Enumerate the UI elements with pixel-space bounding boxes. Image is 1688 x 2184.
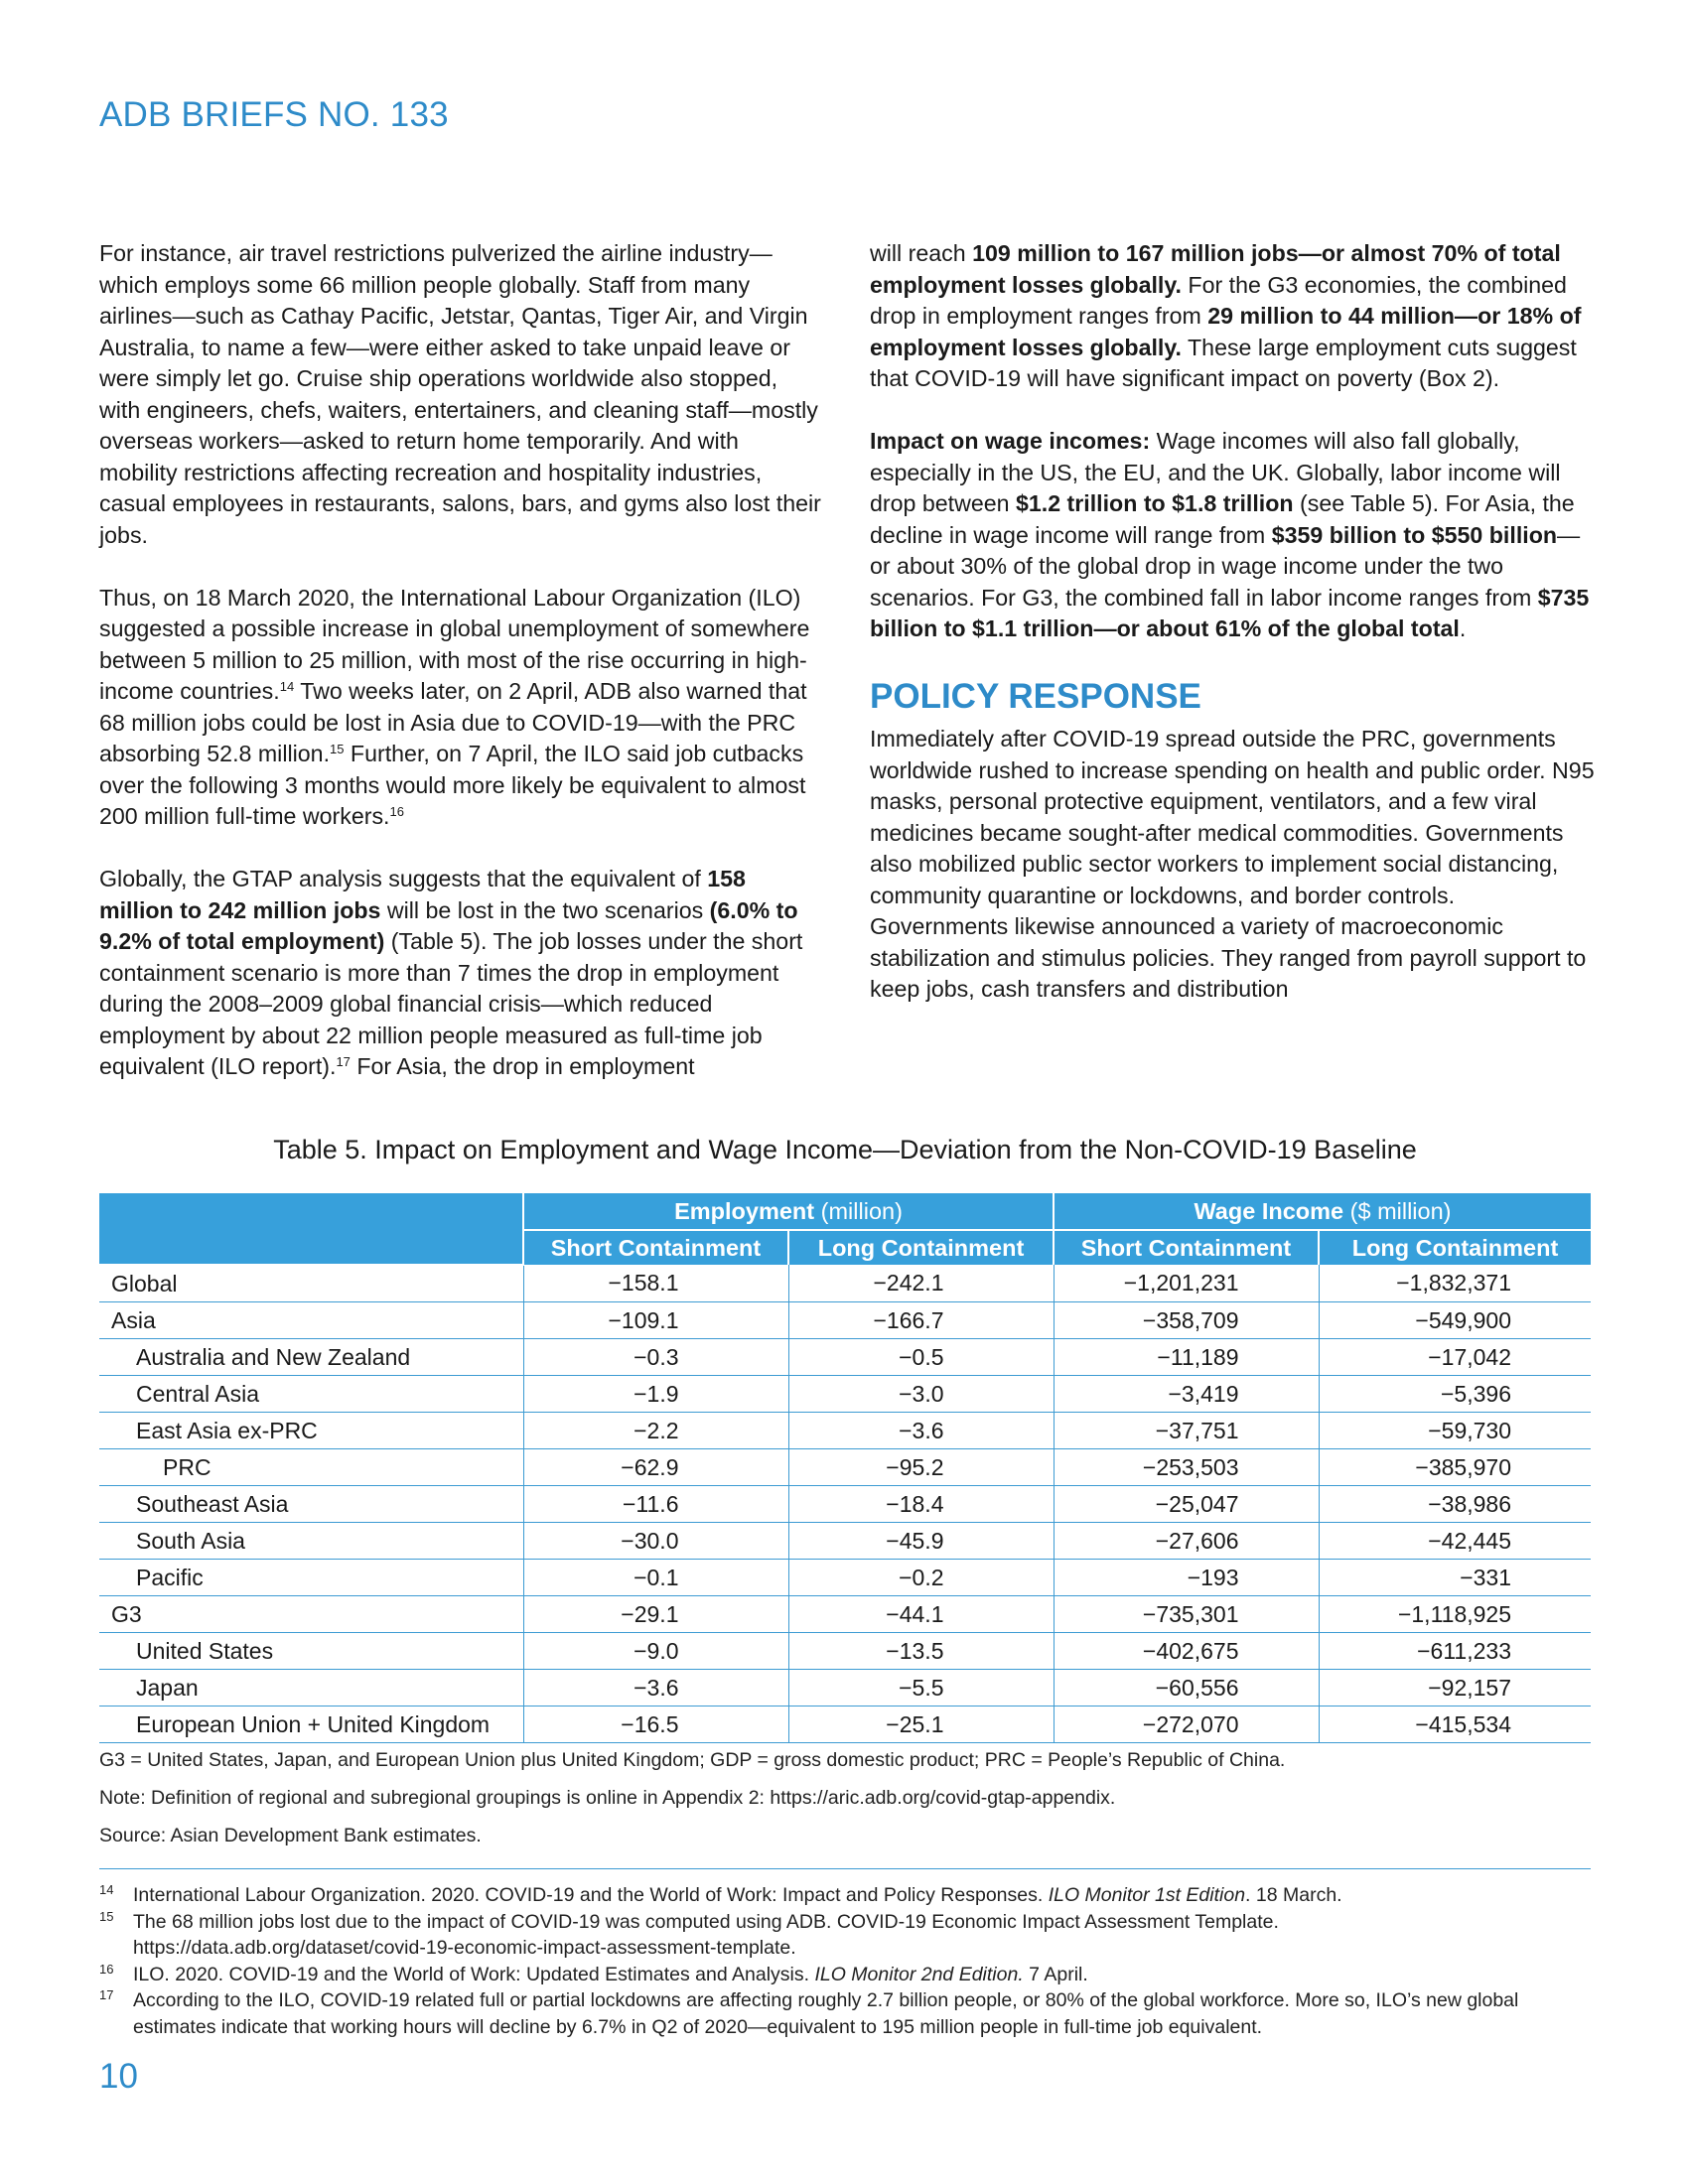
table-cell: −44.1	[788, 1596, 1054, 1633]
table-row	[99, 1302, 1591, 1339]
footnote-number: 14	[99, 1882, 114, 1897]
table-cell: −109.1	[523, 1302, 788, 1339]
table-row	[99, 1633, 1591, 1670]
paragraph-text: (see Table 5). For Asia, the decline in wage income will range from	[870, 490, 1575, 548]
column-header: Short Containment	[1054, 1230, 1319, 1265]
table-cell: −45.9	[788, 1523, 1054, 1560]
paragraph	[99, 864, 822, 1083]
paragraph-text: Thus, on 18 March 2020, the International Labour Organization (ILO) suggested a possible increase in global unemployment of somewhere between 5 million to 25 million, with most of the rise occurring in high-income countries.	[99, 584, 810, 704]
footnote-ref[interactable]: 16	[389, 804, 404, 819]
table-cell: −38,986	[1319, 1486, 1591, 1523]
footnote-text: According to the ILO, COVID-19 related full or partial lockdowns are affecting roughly 2.7 billion people, or 80% of the global workforce. More so, ILO’s new global estimates indicate that working hours will decline by 6.7% in Q2 of 2020—equivalent to 195 million people in full-time job equivalent.	[133, 1989, 1519, 2038]
row-label: G3	[99, 1596, 523, 1633]
row-label: Asia	[99, 1302, 523, 1339]
table-cell: −16.5	[523, 1706, 788, 1743]
footnotes	[99, 1882, 1569, 2040]
table-cell: −385,970	[1319, 1449, 1591, 1486]
emphasis-text: 109 million to 167 million jobs—or almost 70% of total employment losses globally.	[870, 240, 1561, 298]
table-row	[99, 1265, 1591, 1302]
emphasis-text: $735 billion to $1.1 trillion—or about 61% of the global total	[870, 584, 1590, 641]
footnote-text: . 18 March.	[1245, 1884, 1342, 1906]
emphasis-text: $359 billion to $550 billion	[1271, 521, 1558, 548]
table-cell: −611,233	[1319, 1633, 1591, 1670]
row-label: Japan	[99, 1670, 523, 1706]
column-header: Short Containment	[523, 1230, 788, 1265]
row-label: European Union + United Kingdom	[99, 1706, 523, 1743]
footnote-ref[interactable]: 15	[330, 742, 345, 756]
table-cell: −1.9	[523, 1376, 788, 1413]
table-cell: −0.1	[523, 1560, 788, 1596]
row-label: United States	[99, 1633, 523, 1670]
table-cell: −17,042	[1319, 1339, 1591, 1376]
wage-income-group-header	[1054, 1193, 1591, 1230]
table-row	[99, 1523, 1591, 1560]
table-cell: −37,751	[1054, 1413, 1319, 1449]
table-cell: −3.0	[788, 1376, 1054, 1413]
table-corner-cell	[99, 1193, 523, 1265]
paragraph-text: Wage incomes will also fall globally, especially in the US, the EU, and the UK. Globally, labor income will drop between	[870, 428, 1561, 516]
paragraph-text: Two weeks later, on 2 April, ADB also warned that 68 million jobs could be lost in Asia due to COVID-19—with the PRC absorbing 52.8 million.	[99, 678, 807, 766]
table-title: Table 5. Impact on Employment and Wage Income—Deviation from the Non-COVID-19 Baseline	[273, 1135, 1417, 1164]
header-label: Employment	[674, 1197, 815, 1224]
row-label: Australia and New Zealand	[99, 1339, 523, 1376]
emphasis-text: $1.2 trillion to $1.8 trillion	[1015, 490, 1294, 516]
paragraph-text: Further, on 7 April, the ILO said job cutbacks over the following 3 months would more likely be equivalent to almost 200 million full-time workers.	[99, 741, 806, 829]
footnote-italic: ILO Monitor 1st Edition	[1048, 1884, 1246, 1906]
employment-group-header	[523, 1193, 1054, 1230]
emphasis-text: (6.0% to 9.2% of total employment)	[99, 896, 798, 954]
footnote	[99, 1909, 1569, 1962]
section-heading: POLICY RESPONSE	[870, 677, 1201, 716]
right-text-column	[870, 238, 1595, 1006]
table-row	[99, 1486, 1591, 1523]
left-text-column	[99, 238, 822, 1083]
row-label: Pacific	[99, 1560, 523, 1596]
table-cell: −95.2	[788, 1449, 1054, 1486]
footnote-ref[interactable]: 14	[279, 679, 295, 694]
table-cell: −62.9	[523, 1449, 788, 1486]
table-cell: −3.6	[523, 1670, 788, 1706]
column-header: Long Containment	[788, 1230, 1054, 1265]
table-cell: −1,118,925	[1319, 1596, 1591, 1633]
header-unit: (million)	[814, 1197, 903, 1224]
footnote	[99, 1882, 1569, 1909]
footnote-text: International Labour Organization. 2020. COVID-19 and the World of Work: Impact and Policy Responses.	[133, 1884, 1049, 1906]
employment-wage-table	[99, 1193, 1591, 1743]
row-label: South Asia	[99, 1523, 523, 1560]
table-cell: −0.2	[788, 1560, 1054, 1596]
footnote-number: 17	[99, 1987, 114, 2002]
table-cell: −18.4	[788, 1486, 1054, 1523]
footnote-ref[interactable]: 17	[336, 1054, 351, 1069]
table-cell: −272,070	[1054, 1706, 1319, 1743]
paragraph-text: will be lost in the two scenarios	[380, 896, 710, 923]
footnote	[99, 1962, 1569, 1988]
table-cell: −13.5	[788, 1633, 1054, 1670]
paragraph	[99, 583, 822, 833]
table-row	[99, 1376, 1591, 1413]
footnote-text: 7 April.	[1023, 1963, 1088, 1985]
table-cell: −415,534	[1319, 1706, 1591, 1743]
paragraph	[870, 238, 1595, 395]
groupings-note: Note: Definition of regional and subregional groupings is online in Appendix 2: https://aric.adb.org/covid-gtap-appendix.	[99, 1787, 1116, 1809]
table-cell: −242.1	[788, 1265, 1054, 1302]
table-cell: −5.5	[788, 1670, 1054, 1706]
table-cell: −735,301	[1054, 1596, 1319, 1633]
table-cell: −3.6	[788, 1413, 1054, 1449]
paragraph-text: For instance, air travel restrictions pulverized the airline industry—which employs some 66 million people globally. Staff from many airlines—such as Cathay Pacific, Jetstar, Qantas, Tiger Air, and Virgin Australia, to name a few—were either asked to take unpaid leave or were simply let go. Cruise ship operations worldwide also stopped, with engineers, chefs, waiters, entertainers, and cleaning staff—mostly overseas workers—asked to return home temporarily. And with mobility restrictions affecting recreation and hospitality industries, casual employees in restaurants, salons, bars, and gyms also lost their jobs.	[99, 240, 821, 548]
table-cell: −0.3	[523, 1339, 788, 1376]
table-cell: −358,709	[1054, 1302, 1319, 1339]
table-row	[99, 1596, 1591, 1633]
table-cell: −0.5	[788, 1339, 1054, 1376]
table-cell: −253,503	[1054, 1449, 1319, 1486]
paragraph-text: Globally, the GTAP analysis suggests that the equivalent of	[99, 866, 708, 891]
footnote-italic: ILO Monitor 2nd Edition.	[814, 1963, 1024, 1985]
footnote-text: The 68 million jobs lost due to the impact of COVID-19 was computed using ADB. COVID-19 Economic Impact Assessment Template. https://data.adb.org/dataset/covid-19-economic-impact-assessment-template.	[133, 1910, 1279, 1959]
column-header: Long Containment	[1319, 1230, 1591, 1265]
table-cell: −402,675	[1054, 1633, 1319, 1670]
table-cell: −92,157	[1319, 1670, 1591, 1706]
table-cell: −25.1	[788, 1706, 1054, 1743]
table-cell: −1,832,371	[1319, 1265, 1591, 1302]
publication-header: ADB BRIEFS NO. 133	[99, 95, 449, 134]
paragraph-text: For Asia, the drop in employment	[350, 1053, 695, 1079]
table-cell: −60,556	[1054, 1670, 1319, 1706]
paragraph	[870, 426, 1595, 645]
table-cell: −29.1	[523, 1596, 788, 1633]
paragraph-text: (Table 5). The job losses under the short containment scenario is more than 7 times the drop in employment during the 2008–2009 global financial crisis—which reduced employment by about 22 million people measured as full-time job equivalent (ILO report).	[99, 928, 803, 1079]
table-cell: −549,900	[1319, 1302, 1591, 1339]
paragraph	[870, 724, 1595, 1006]
emphasis-text: 29 million to 44 million—or 18% of employment losses globally.	[870, 303, 1582, 360]
source-note: Source: Asian Development Bank estimates.	[99, 1825, 482, 1846]
table-cell: −3,419	[1054, 1376, 1319, 1413]
table-cell: −5,396	[1319, 1376, 1591, 1413]
abbreviations-note: G3 = United States, Japan, and European Union plus United Kingdom; GDP = gross domestic product; PRC = People’s Republic of China.	[99, 1749, 1286, 1771]
footnote-number: 16	[99, 1961, 114, 1977]
emphasis-text: 158 million to 242 million jobs	[99, 866, 746, 923]
table-row	[99, 1670, 1591, 1706]
row-label: Southeast Asia	[99, 1486, 523, 1523]
table-row	[99, 1560, 1591, 1596]
row-label: PRC	[99, 1449, 523, 1486]
table-cell: −158.1	[523, 1265, 788, 1302]
table-cell: −42,445	[1319, 1523, 1591, 1560]
table-cell: −30.0	[523, 1523, 788, 1560]
paragraph-text: For the G3 economies, the combined drop in employment ranges from	[870, 271, 1567, 329]
paragraph-text: These large employment cuts suggest that COVID-19 will have significant impact on poverty (Box 2).	[870, 334, 1577, 391]
paragraph-text: —or about 30% of the global drop in wage income under the two scenarios. For G3, the combined fall in labor income ranges from	[870, 521, 1581, 611]
table-row	[99, 1339, 1591, 1376]
table-row	[99, 1413, 1591, 1449]
table-cell: −166.7	[788, 1302, 1054, 1339]
table-row	[99, 1706, 1591, 1743]
header-label: Wage Income	[1194, 1197, 1344, 1224]
paragraph-text: will reach	[870, 240, 973, 266]
table-cell: −59,730	[1319, 1413, 1591, 1449]
paragraph-text: .	[1459, 615, 1467, 641]
table-cell: −9.0	[523, 1633, 788, 1670]
paragraph	[99, 238, 822, 551]
footnote-number: 15	[99, 1908, 114, 1924]
table-cell: −2.2	[523, 1413, 788, 1449]
page-number: 10	[99, 2057, 138, 2096]
table-row	[99, 1449, 1591, 1486]
emphasis-text: Impact on wage incomes:	[870, 428, 1151, 454]
row-label: Global	[99, 1265, 523, 1302]
table-cell: −193	[1054, 1560, 1319, 1596]
table-group-header-row	[99, 1193, 1591, 1230]
row-label: East Asia ex-PRC	[99, 1413, 523, 1449]
header-unit: ($ million)	[1343, 1197, 1452, 1224]
table-cell: −331	[1319, 1560, 1591, 1596]
table-cell: −11.6	[523, 1486, 788, 1523]
row-label: Central Asia	[99, 1376, 523, 1413]
table-cell: −1,201,231	[1054, 1265, 1319, 1302]
footnote-divider	[99, 1868, 1591, 1869]
table-cell: −25,047	[1054, 1486, 1319, 1523]
table-cell: −27,606	[1054, 1523, 1319, 1560]
table-cell: −11,189	[1054, 1339, 1319, 1376]
table-notes	[99, 1749, 1591, 1862]
paragraph-text: Immediately after COVID-19 spread outside the PRC, governments worldwide rushed to increase spending on health and public order. N95 masks, personal protective equipment, ventilators, and a few viral medicines became sought-after medical commodities. Governments also mobilized public sector workers to implement social distancing, community quarantine or lockdowns, and border controls. Governments likewise announced a variety of macroeconomic stabilization and stimulus policies. They ranged from payroll support to keep jobs, cash transfers and distribution	[870, 726, 1595, 1002]
footnote	[99, 1987, 1569, 2040]
footnote-text: ILO. 2020. COVID-19 and the World of Work: Updated Estimates and Analysis.	[133, 1963, 815, 1985]
